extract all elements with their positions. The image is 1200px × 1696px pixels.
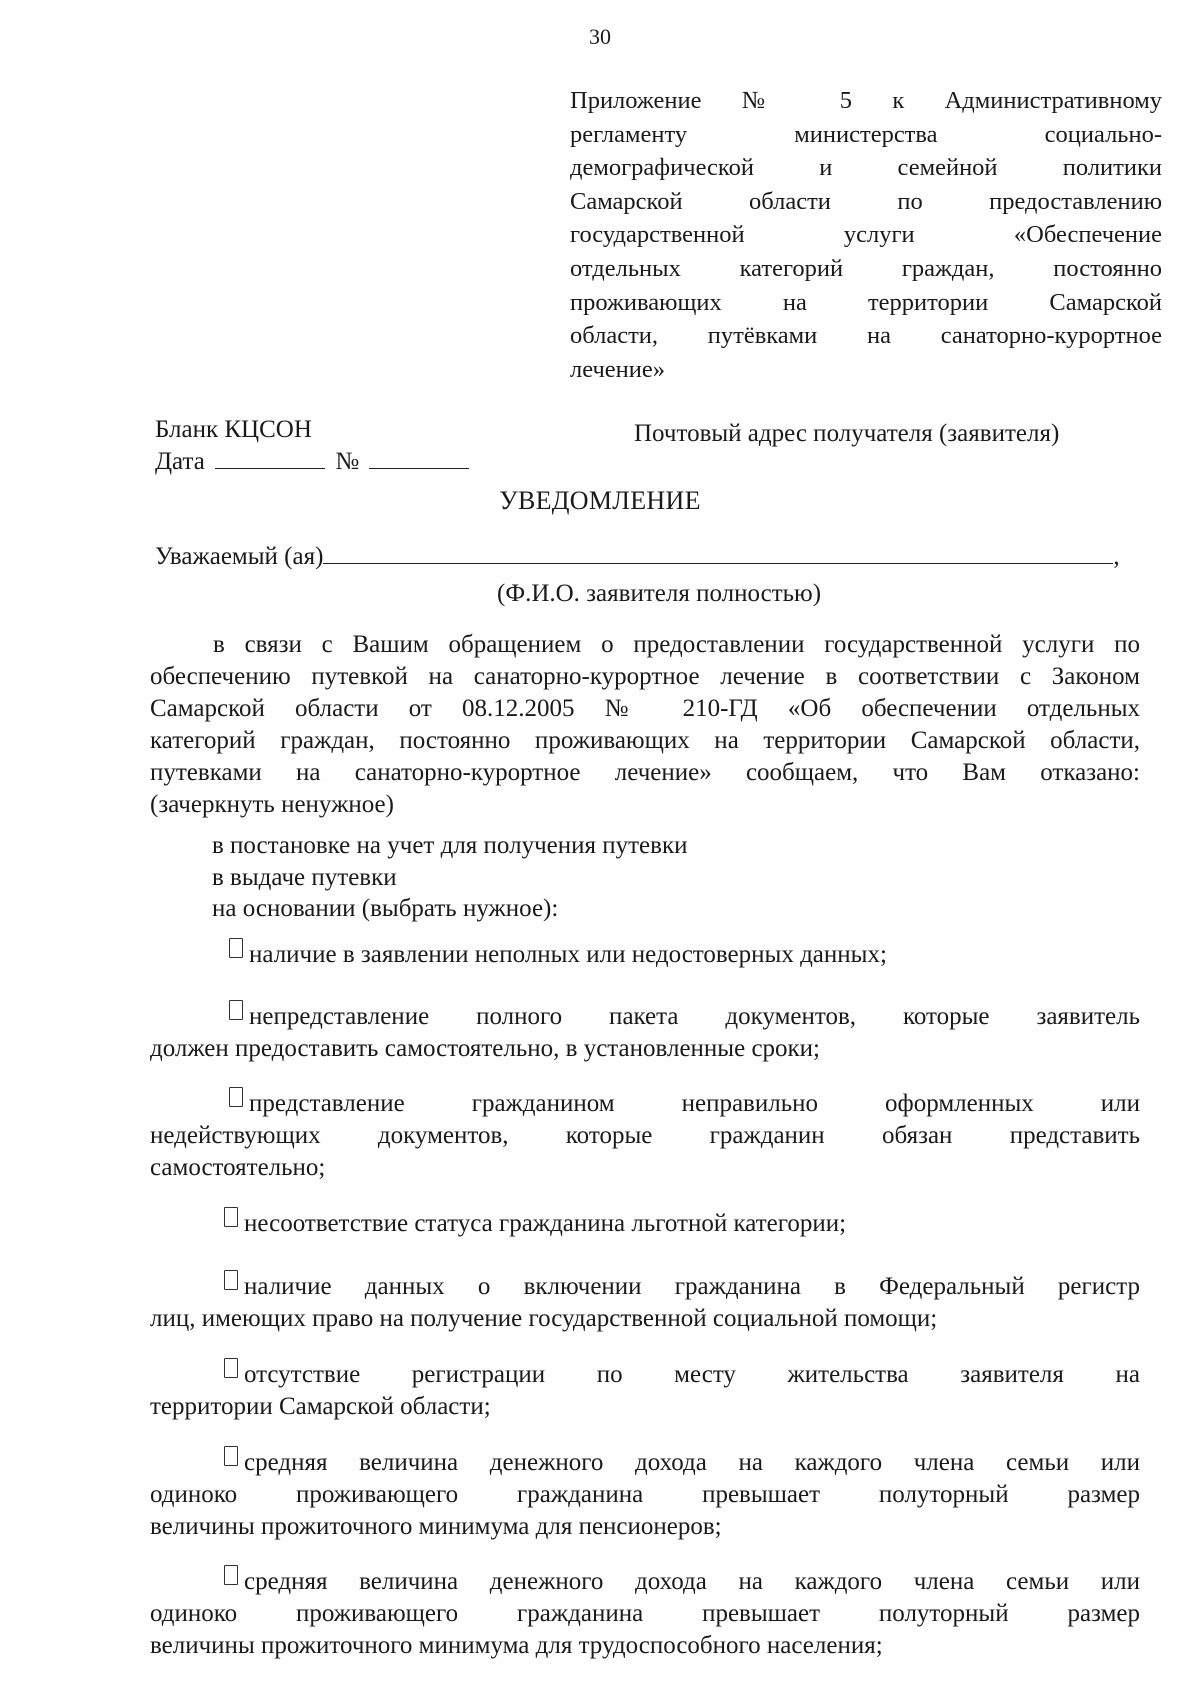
blank-label: Бланк КЦСОН — [155, 416, 312, 443]
reason-item — [150, 1565, 1140, 1662]
reason-item — [150, 1358, 1140, 1423]
greeting-row — [155, 539, 1120, 571]
reason-item — [150, 1207, 1140, 1240]
intro-line: категорий граждан, постоянно проживающих на территории Самарской области, — [150, 727, 1140, 754]
reason-text: наличие данных о включении гражданина в Федеральный регистр — [244, 1273, 1140, 1300]
intro-line: путевками на санаторно-курортное лечение» сообщаем, что Вам отказано: — [150, 759, 1140, 786]
checkbox[interactable] — [229, 1087, 243, 1107]
intro-paragraph — [150, 629, 1140, 821]
greeting-label: Уважаемый (ая) — [155, 543, 324, 570]
intro-line: (зачеркнуть ненужное) — [150, 791, 394, 818]
reason-text: наличие в заявлении неполных или недостоверных данных; — [249, 941, 887, 968]
intro-line: Самарской области от 08.12.2005 № 210-ГД «Об обеспечении отдельных — [150, 695, 1140, 722]
checkbox[interactable] — [224, 1565, 238, 1585]
number-label: № — [335, 448, 360, 475]
reason-text: одиноко проживающего гражданина превышает полуторный размер — [150, 1600, 1140, 1627]
greeting-comma: , — [1113, 543, 1120, 570]
date-number-row — [155, 446, 469, 478]
intro-line: обеспечению путевкой на санаторно-курортное лечение в соответствии с Законом — [150, 663, 1140, 690]
intro-line: в связи с Вашим обращением о предоставлении государственной услуги по — [213, 631, 1140, 658]
applicant-name-field[interactable] — [323, 539, 1113, 564]
reason-text: лиц, имеющих право на получение государственной социальной помощи; — [150, 1305, 938, 1332]
checkbox[interactable] — [229, 1000, 243, 1020]
option-register: в постановке на учет для получения путевки — [212, 832, 688, 859]
applicant-name-hint: (Ф.И.О. заявителя полностью) — [497, 580, 822, 607]
page-number: 30 — [589, 24, 611, 49]
reason-text: представление гражданином неправильно оформленных или — [249, 1090, 1140, 1117]
checkbox[interactable] — [224, 1207, 238, 1227]
appendix-block — [570, 84, 1162, 386]
checkbox[interactable] — [224, 1358, 238, 1378]
reason-item — [150, 1000, 1140, 1065]
postal-address-label: Почтовый адрес получателя (заявителя) — [634, 420, 1060, 447]
appendix-line: лечение» — [570, 355, 666, 383]
reason-text: средняя величина денежного дохода на каждого члена семьи или — [244, 1568, 1140, 1595]
checkbox[interactable] — [224, 1270, 238, 1290]
reason-item — [150, 1446, 1140, 1543]
date-label: Дата — [155, 448, 205, 475]
appendix-line: Приложение № 5 к Административному — [570, 87, 1162, 114]
reason-text: недействующих документов, которые гражданин обязан представить — [150, 1122, 1140, 1149]
reason-text: непредставление полного пакета документов, которые заявитель — [249, 1003, 1140, 1030]
checkbox[interactable] — [224, 1446, 238, 1466]
appendix-line: регламенту министерства социально- — [570, 120, 1162, 148]
reason-item — [150, 938, 1140, 971]
appendix-line: отдельных категорий граждан, постоянно — [570, 254, 1162, 282]
reason-item — [150, 1270, 1140, 1335]
reason-text: должен предоставить самостоятельно, в установленные сроки; — [150, 1035, 821, 1062]
option-issue: в выдаче путевки — [212, 864, 397, 891]
reason-text: несоответствие статуса гражданина льготной категории; — [244, 1210, 847, 1237]
reason-text: средняя величина денежного дохода на каждого члена семьи или — [244, 1449, 1140, 1476]
reason-item — [150, 1087, 1140, 1184]
reason-text: территории Самарской области; — [150, 1393, 491, 1420]
appendix-line: проживающих на территории Самарской — [570, 288, 1162, 316]
reason-text: величины прожиточного минимума для трудоспособного населения; — [150, 1632, 883, 1659]
date-field[interactable] — [215, 446, 325, 469]
appendix-line: Самарской области по предоставлению — [570, 187, 1162, 215]
appendix-line: государственной услуги «Обеспечение — [570, 221, 1162, 249]
option-basis: на основании (выбрать нужное): — [212, 895, 559, 922]
reason-text: одиноко проживающего гражданина превышает полуторный размер — [150, 1481, 1140, 1508]
reason-text: отсутствие регистрации по месту жительства заявителя на — [244, 1361, 1140, 1388]
appendix-line: демографической и семейной политики — [570, 154, 1162, 182]
checkbox[interactable] — [229, 938, 243, 958]
reason-text: величины прожиточного минимума для пенсионеров; — [150, 1513, 722, 1540]
document-title: УВЕДОМЛЕНИЕ — [499, 486, 701, 515]
appendix-line: области, путёвками на санаторно-курортное — [570, 322, 1162, 350]
reason-text: самостоятельно; — [150, 1154, 326, 1181]
number-field[interactable] — [369, 446, 469, 469]
